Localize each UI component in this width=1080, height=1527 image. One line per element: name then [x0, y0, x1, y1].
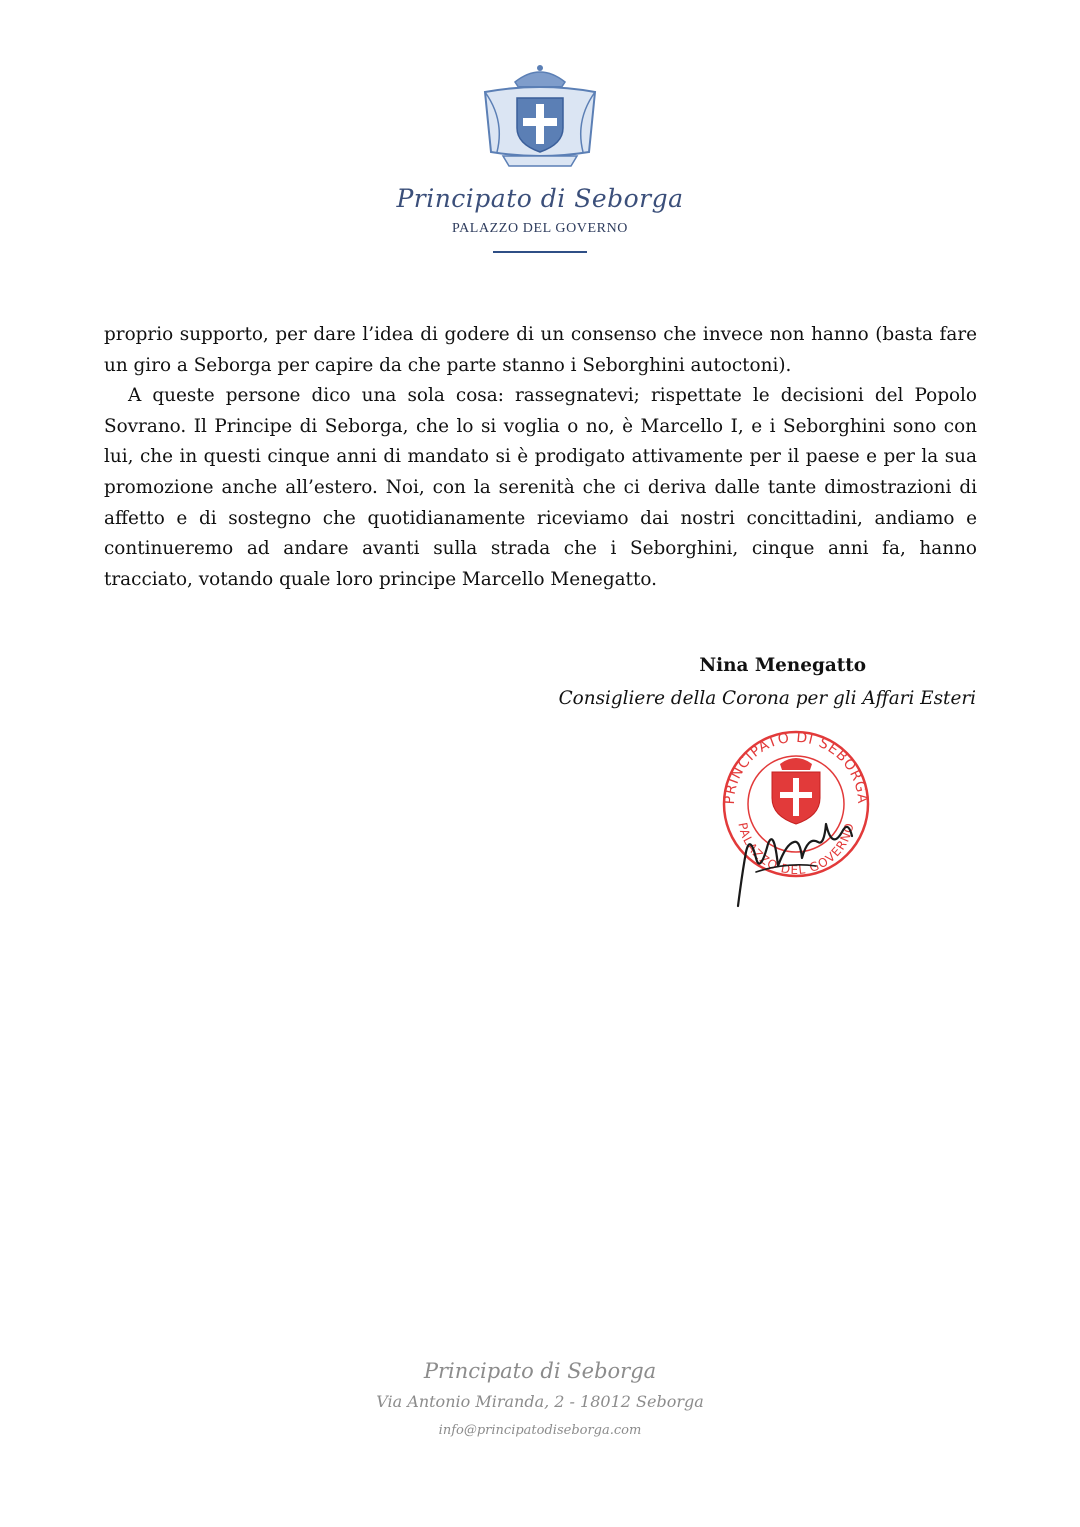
footer-email: info@principatodiseborga.com: [438, 1423, 642, 1438]
footer-address: Via Antonio Miranda, 2 - 18012 Seborga: [376, 1392, 704, 1411]
signature-block: [559, 651, 976, 717]
svg-text:PALAZZO DEL GOVERNO: PALAZZO DEL GOVERNO: [735, 821, 857, 878]
letter-body: [104, 320, 977, 595]
paragraph: proprio supporto, per dare l’idea di godere di un consenso che invece non hanno (basta fare un giro a Seborga per capire da che parte stanno i Seborghini autoctoni).: [104, 324, 977, 376]
official-seal-stamp: [716, 724, 876, 914]
svg-text:PRINCIPATO DI SEBORGA: PRINCIPATO DI SEBORGA: [721, 729, 871, 805]
signatory-name: Nina Menegatto: [699, 655, 866, 676]
header-divider: [493, 251, 587, 253]
letterhead: [0, 60, 1080, 253]
letter-footer: [0, 1356, 1080, 1444]
footer-organization: Principato di Seborga: [423, 1359, 657, 1383]
organization-subtitle: PALAZZO DEL GOVERNO: [451, 221, 629, 236]
coat-of-arms-icon: [475, 60, 605, 170]
signatory-role: Consigliere della Corona per gli Affari Esteri: [558, 688, 976, 709]
organization-name: Principato di Seborga: [396, 184, 684, 213]
paragraph: A queste persone dico una sola cosa: rassegnatevi; rispettate le decisioni del Popolo Sovrano. Il Principe di Seborga, che lo si voglia o no, è Marcello I, e i Seborghini sono con lui, che in questi cinque anni di mandato si è prodigato attivamente per il paese e per la sua promozione anche all’estero. Noi, con la serenità che ci deriva dalle tante dimostrazioni di affetto e di sostegno che quotidianamente riceviamo dai nostri concittadini, andiamo e continueremo ad andare avanti sulla strada che i Seborghini, cinque anni fa, hanno tracciato, votando quale loro principe Marcello Menegatto.: [104, 385, 977, 590]
